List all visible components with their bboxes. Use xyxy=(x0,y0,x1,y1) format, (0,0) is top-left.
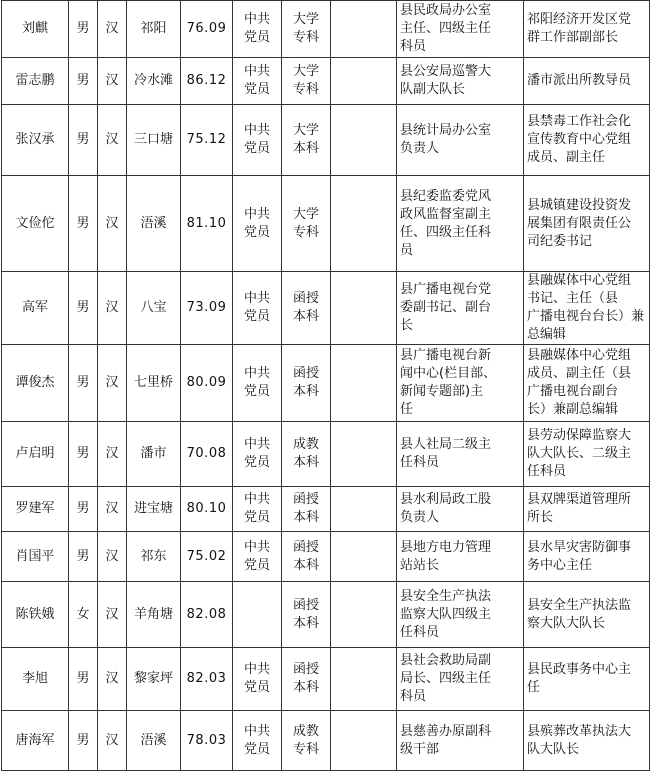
party-cell xyxy=(233,582,282,648)
name-cell: 谭俊杰 xyxy=(2,345,69,422)
table-row xyxy=(2,648,650,711)
name-cell: 刘麒 xyxy=(2,1,69,58)
score-cell: 73.09 xyxy=(181,272,233,345)
name-cell: 卢启明 xyxy=(2,422,69,487)
name-cell: 雷志鹏 xyxy=(2,58,69,105)
table-row xyxy=(2,58,650,105)
ethnicity-cell: 汉 xyxy=(98,1,127,58)
hometown-cell: 祁阳 xyxy=(127,1,181,58)
current-position-cell: 县广播电视台党 委副书记、副台 长 xyxy=(397,272,524,345)
party-cell: 中共 党员 xyxy=(233,487,282,532)
ethnicity-cell: 汉 xyxy=(98,582,127,648)
table-row xyxy=(2,345,650,422)
blank-cell xyxy=(331,422,397,487)
ethnicity-cell: 汉 xyxy=(98,272,127,345)
proposed-position-cell: 县安全生产执法监 察大队大队长 xyxy=(524,582,650,648)
hometown-cell: 黎家坪 xyxy=(127,648,181,711)
blank-cell xyxy=(331,582,397,648)
hometown-cell: 浯溪 xyxy=(127,176,181,272)
table-row xyxy=(2,272,650,345)
current-position-cell: 县广播电视台新 闻中心(栏目部、 新闻专题部)主 任 xyxy=(397,345,524,422)
gender-cell: 男 xyxy=(69,648,98,711)
table-row xyxy=(2,176,650,272)
ethnicity-cell: 汉 xyxy=(98,176,127,272)
gender-cell: 男 xyxy=(69,58,98,105)
gender-cell: 男 xyxy=(69,711,98,771)
name-cell: 李旭 xyxy=(2,648,69,711)
education-cell: 大学 专科 xyxy=(282,176,331,272)
name-cell: 文俭佗 xyxy=(2,176,69,272)
gender-cell: 男 xyxy=(69,422,98,487)
score-cell: 76.09 xyxy=(181,1,233,58)
education-cell: 大学 本科 xyxy=(282,105,331,176)
gender-cell: 女 xyxy=(69,582,98,648)
current-position-cell: 县纪委监委党风 政风监督室副主 任、四级主任科 员 xyxy=(397,176,524,272)
current-position-cell: 县统计局办公室 负责人 xyxy=(397,105,524,176)
name-cell: 唐海军 xyxy=(2,711,69,771)
blank-cell xyxy=(331,176,397,272)
hometown-cell: 浯溪 xyxy=(127,711,181,771)
score-cell: 70.08 xyxy=(181,422,233,487)
score-cell: 75.12 xyxy=(181,105,233,176)
name-cell: 肖国平 xyxy=(2,532,69,582)
table-body xyxy=(2,1,650,771)
blank-cell xyxy=(331,345,397,422)
cadre-table xyxy=(1,0,650,771)
table-row xyxy=(2,487,650,532)
proposed-position-cell: 县双牌渠道管理所 所长 xyxy=(524,487,650,532)
party-cell: 中共 党员 xyxy=(233,272,282,345)
blank-cell xyxy=(331,487,397,532)
party-cell: 中共 党员 xyxy=(233,648,282,711)
score-cell: 81.10 xyxy=(181,176,233,272)
education-cell: 函授 本科 xyxy=(282,272,331,345)
name-cell: 高军 xyxy=(2,272,69,345)
ethnicity-cell: 汉 xyxy=(98,532,127,582)
name-cell: 张汉承 xyxy=(2,105,69,176)
score-cell: 75.02 xyxy=(181,532,233,582)
proposed-position-cell: 县融媒体中心党组 成员、副主任（县 广播电视台副台 长）兼副总编辑 xyxy=(524,345,650,422)
score-cell: 86.12 xyxy=(181,58,233,105)
party-cell: 中共 党员 xyxy=(233,422,282,487)
hometown-cell: 三口塘 xyxy=(127,105,181,176)
party-cell: 中共 党员 xyxy=(233,532,282,582)
name-cell: 陈铁娥 xyxy=(2,582,69,648)
blank-cell xyxy=(331,105,397,176)
gender-cell: 男 xyxy=(69,176,98,272)
proposed-position-cell: 潘市派出所教导员 xyxy=(524,58,650,105)
party-cell: 中共 党员 xyxy=(233,345,282,422)
education-cell: 成教 专科 xyxy=(282,711,331,771)
hometown-cell: 进宝塘 xyxy=(127,487,181,532)
hometown-cell: 七里桥 xyxy=(127,345,181,422)
gender-cell: 男 xyxy=(69,532,98,582)
hometown-cell: 八宝 xyxy=(127,272,181,345)
party-cell: 中共 党员 xyxy=(233,711,282,771)
party-cell: 中共 党员 xyxy=(233,1,282,58)
blank-cell xyxy=(331,648,397,711)
ethnicity-cell: 汉 xyxy=(98,105,127,176)
score-cell: 78.03 xyxy=(181,711,233,771)
current-position-cell: 县地方电力管理 站站长 xyxy=(397,532,524,582)
current-position-cell: 县公安局巡警大 队副大队长 xyxy=(397,58,524,105)
education-cell: 成教 本科 xyxy=(282,422,331,487)
proposed-position-cell: 县水旱灾害防御事 务中心主任 xyxy=(524,532,650,582)
ethnicity-cell: 汉 xyxy=(98,422,127,487)
current-position-cell: 县民政局办公室 主任、四级主任 科员 xyxy=(397,1,524,58)
hometown-cell: 羊角塘 xyxy=(127,582,181,648)
proposed-position-cell: 祁阳经济开发区党 群工作部副部长 xyxy=(524,1,650,58)
gender-cell: 男 xyxy=(69,272,98,345)
ethnicity-cell: 汉 xyxy=(98,58,127,105)
table-row xyxy=(2,532,650,582)
proposed-position-cell: 县城镇建设投资发 展集团有限责任公 司纪委书记 xyxy=(524,176,650,272)
table-row xyxy=(2,105,650,176)
ethnicity-cell: 汉 xyxy=(98,487,127,532)
score-cell: 80.10 xyxy=(181,487,233,532)
blank-cell xyxy=(331,1,397,58)
education-cell: 函授 本科 xyxy=(282,532,331,582)
education-cell: 函授 本科 xyxy=(282,648,331,711)
table-row xyxy=(2,582,650,648)
score-cell: 82.03 xyxy=(181,648,233,711)
education-cell: 函授 本科 xyxy=(282,345,331,422)
gender-cell: 男 xyxy=(69,105,98,176)
proposed-position-cell: 县禁毒工作社会化 宣传教育中心党组 成员、副主任 xyxy=(524,105,650,176)
party-cell: 中共 党员 xyxy=(233,176,282,272)
proposed-position-cell: 县民政事务中心主 任 xyxy=(524,648,650,711)
gender-cell: 男 xyxy=(69,345,98,422)
education-cell: 函授 本科 xyxy=(282,487,331,532)
blank-cell xyxy=(331,711,397,771)
education-cell: 函授 本科 xyxy=(282,582,331,648)
hometown-cell: 潘市 xyxy=(127,422,181,487)
ethnicity-cell: 汉 xyxy=(98,711,127,771)
score-cell: 80.09 xyxy=(181,345,233,422)
proposed-position-cell: 县殡葬改革执法大 队大队长 xyxy=(524,711,650,771)
name-cell: 罗建军 xyxy=(2,487,69,532)
gender-cell: 男 xyxy=(69,1,98,58)
table-row xyxy=(2,1,650,58)
table-row xyxy=(2,711,650,771)
current-position-cell: 县水利局政工股 负责人 xyxy=(397,487,524,532)
party-cell: 中共 党员 xyxy=(233,105,282,176)
blank-cell xyxy=(331,532,397,582)
education-cell: 大学 专科 xyxy=(282,1,331,58)
current-position-cell: 县人社局二级主 任科员 xyxy=(397,422,524,487)
hometown-cell: 祁东 xyxy=(127,532,181,582)
education-cell: 大学 专科 xyxy=(282,58,331,105)
proposed-position-cell: 县劳动保障监察大 队大队长、二级主 任科员 xyxy=(524,422,650,487)
gender-cell: 男 xyxy=(69,487,98,532)
current-position-cell: 县慈善办原副科 级干部 xyxy=(397,711,524,771)
table-row xyxy=(2,422,650,487)
hometown-cell: 冷水滩 xyxy=(127,58,181,105)
party-cell: 中共 党员 xyxy=(233,58,282,105)
ethnicity-cell: 汉 xyxy=(98,345,127,422)
score-cell: 82.08 xyxy=(181,582,233,648)
current-position-cell: 县安全生产执法 监察大队四级主 任科员 xyxy=(397,582,524,648)
current-position-cell: 县社会救助局副 局长、四级主任 科员 xyxy=(397,648,524,711)
ethnicity-cell: 汉 xyxy=(98,648,127,711)
blank-cell xyxy=(331,272,397,345)
proposed-position-cell: 县融媒体中心党组 书记、主任（县 广播电视台台长）兼 总编辑 xyxy=(524,272,650,345)
blank-cell xyxy=(331,58,397,105)
